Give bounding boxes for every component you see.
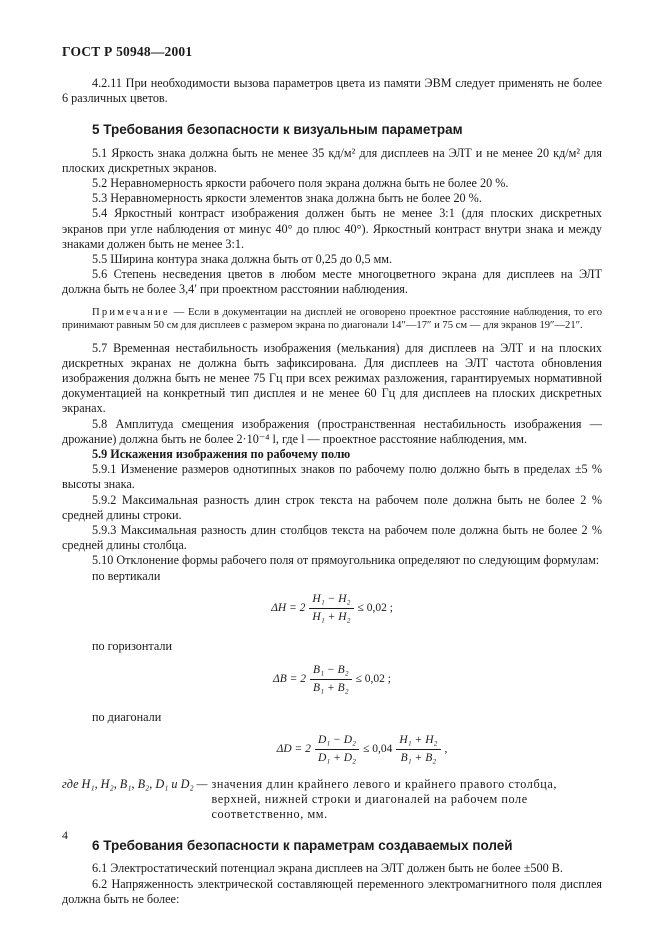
formula-rhs: , bbox=[444, 743, 448, 756]
formula-delta-b bbox=[62, 663, 602, 696]
paragraph-6-2: 6.2 Напряженность электрической составляющей переменного электромагнитного поля дисплея должна быть не более: bbox=[62, 876, 602, 906]
page-header: ГОСТ Р 50948—2001 bbox=[62, 44, 193, 59]
paragraph-5-10: 5.10 Отклонение формы рабочего поля от прямоугольника определяют по следующим формулам: bbox=[92, 553, 600, 568]
paragraph-5-1: 5.1 Яркость знака должна быть не менее 35 кд/м² для дисплеев на ЭЛТ и не менее 20 кд/м² для плоских дискретных экранов. bbox=[62, 145, 602, 175]
fraction-2 bbox=[396, 733, 440, 766]
fraction-denominator: H₁ + H₂ bbox=[312, 611, 351, 624]
section-6-title: 6 Требования безопасности к параметрам создаваемых полей bbox=[92, 838, 513, 854]
paragraph-5-2: 5.2 Неравномерность яркости рабочего поля экрана должна быть не более 20 %. bbox=[92, 176, 509, 191]
legend-explanation: значения длин крайнего левого и крайнего правого столбца, верхней, нижней строки и диагоналей на рабочем поле соответственно, мм. bbox=[211, 776, 558, 821]
fraction-numerator: H₁ − H₂ bbox=[309, 592, 353, 609]
fraction-numerator: B₁ − B₂ bbox=[310, 663, 352, 680]
page-content bbox=[62, 76, 602, 907]
note-text: — Если в документации на дисплей не оговорено проектное расстояние наблюдения, то его принимают равным 50 см для дисплеев с размером экрана по диагонали 14″—17″ и 75 см — для экранов 19″—21″. bbox=[62, 306, 602, 332]
paragraph-5-6: 5.6 Степень несведения цветов в любом месте многоцветного экрана для дисплеев на ЭЛТ должна быть не более 3,4′ при проектном расстоянии наблюдения. bbox=[62, 267, 602, 297]
fraction-numerator: H₁ + H₂ bbox=[396, 733, 440, 750]
fraction bbox=[310, 663, 352, 696]
paragraph-5-8: 5.8 Амплитуда смещения изображения (пространственная нестабильность изображения — дрожание) должна быть не более 2·10⁻⁴ l, где l — проектное расстояние наблюдения, мм. bbox=[62, 416, 602, 446]
fraction-denominator: B₁ + B₂ bbox=[400, 752, 437, 765]
fraction-denominator: B₁ + B₂ bbox=[313, 681, 349, 694]
paragraph-5-3: 5.3 Неравномерность яркости элементов знака должна быть не более 20 %. bbox=[92, 191, 482, 206]
formula-rhs: ≤ 0,02 ; bbox=[357, 601, 393, 614]
fraction bbox=[315, 733, 359, 766]
paragraph-4-2-11: 4.2.11 При необходимости вызова параметров цвета из памяти ЭВМ следует применять не более 6 различных цветов. bbox=[62, 76, 602, 106]
legend-symbols: где H₁, H₂, B₁, B₂, D₁ и D₂ — bbox=[62, 776, 208, 791]
paragraph-5-9-1: 5.9.1 Изменение размеров однотипных знаков по рабочему полю должно быть в пределах ±5 % высоты знака. bbox=[62, 462, 602, 492]
formula-lhs: ΔB = 2 bbox=[273, 672, 307, 685]
paragraph-5-7: 5.7 Временная нестабильность изображения (мелькания) для дисплеев на ЭЛТ и на плоских дискретных экранах не должна быть зафиксирована. Для дисплеев на ЭЛТ частота обновления изображения должна быть не менее 75 Гц при всех режимах разложения, гарантируемых нормативной документацией на конкретный тип дисплея и не менее 60 Гц для дисплеев на плоских дискретных экранах. bbox=[62, 340, 602, 416]
label-horizontal: по горизонтали bbox=[92, 639, 173, 654]
formula-rhs: ≤ 0,02 ; bbox=[355, 672, 391, 685]
fraction-numerator: D₁ − D₂ bbox=[315, 733, 359, 750]
fraction-denominator: D₁ + D₂ bbox=[317, 752, 357, 765]
formula-delta-d bbox=[62, 733, 602, 766]
note bbox=[62, 306, 602, 333]
paragraph-5-9-3: 5.9.3 Максимальная разность длин столбцов текста на рабочем поле должна быть не более 2 % средней длины столбца. bbox=[62, 523, 602, 553]
variables-legend bbox=[62, 777, 602, 823]
formula-mid: ≤ 0,04 bbox=[363, 743, 393, 756]
paragraph-5-4: 5.4 Яркостный контраст изображения должен быть не менее 3:1 (для плоских дискретных экранов при угле наблюдения от минус 40° до плюс 40°). Яркостный контраст внутри знака и между знаками должен быть не менее 3:1. bbox=[62, 206, 602, 251]
section-5-title: 5 Требования безопасности к визуальным параметрам bbox=[92, 122, 463, 138]
fraction bbox=[309, 592, 353, 625]
paragraph-5-5: 5.5 Ширина контура знака должна быть от 0,25 до 0,5 мм. bbox=[92, 252, 393, 267]
paragraph-5-9-2: 5.9.2 Максимальная разность длин строк текста на рабочем поле должна быть не более 2 % средней длины строки. bbox=[62, 492, 602, 522]
page-number: 4 bbox=[62, 828, 68, 842]
formula-delta-h bbox=[62, 592, 602, 625]
paragraph-6-1: 6.1 Электростатический потенциал экрана дисплеев на ЭЛТ должен быть не более ±500 В. bbox=[92, 861, 563, 876]
note-label: Примечание bbox=[92, 306, 170, 318]
paragraph-5-9: 5.9 Искажения изображения по рабочему полю bbox=[92, 447, 351, 462]
label-vertical: по вертикали bbox=[92, 568, 161, 583]
formula-lhs: ΔH = 2 bbox=[271, 601, 306, 614]
formula-lhs: ΔD = 2 bbox=[276, 743, 311, 756]
label-diagonal: по диагонали bbox=[92, 709, 162, 724]
